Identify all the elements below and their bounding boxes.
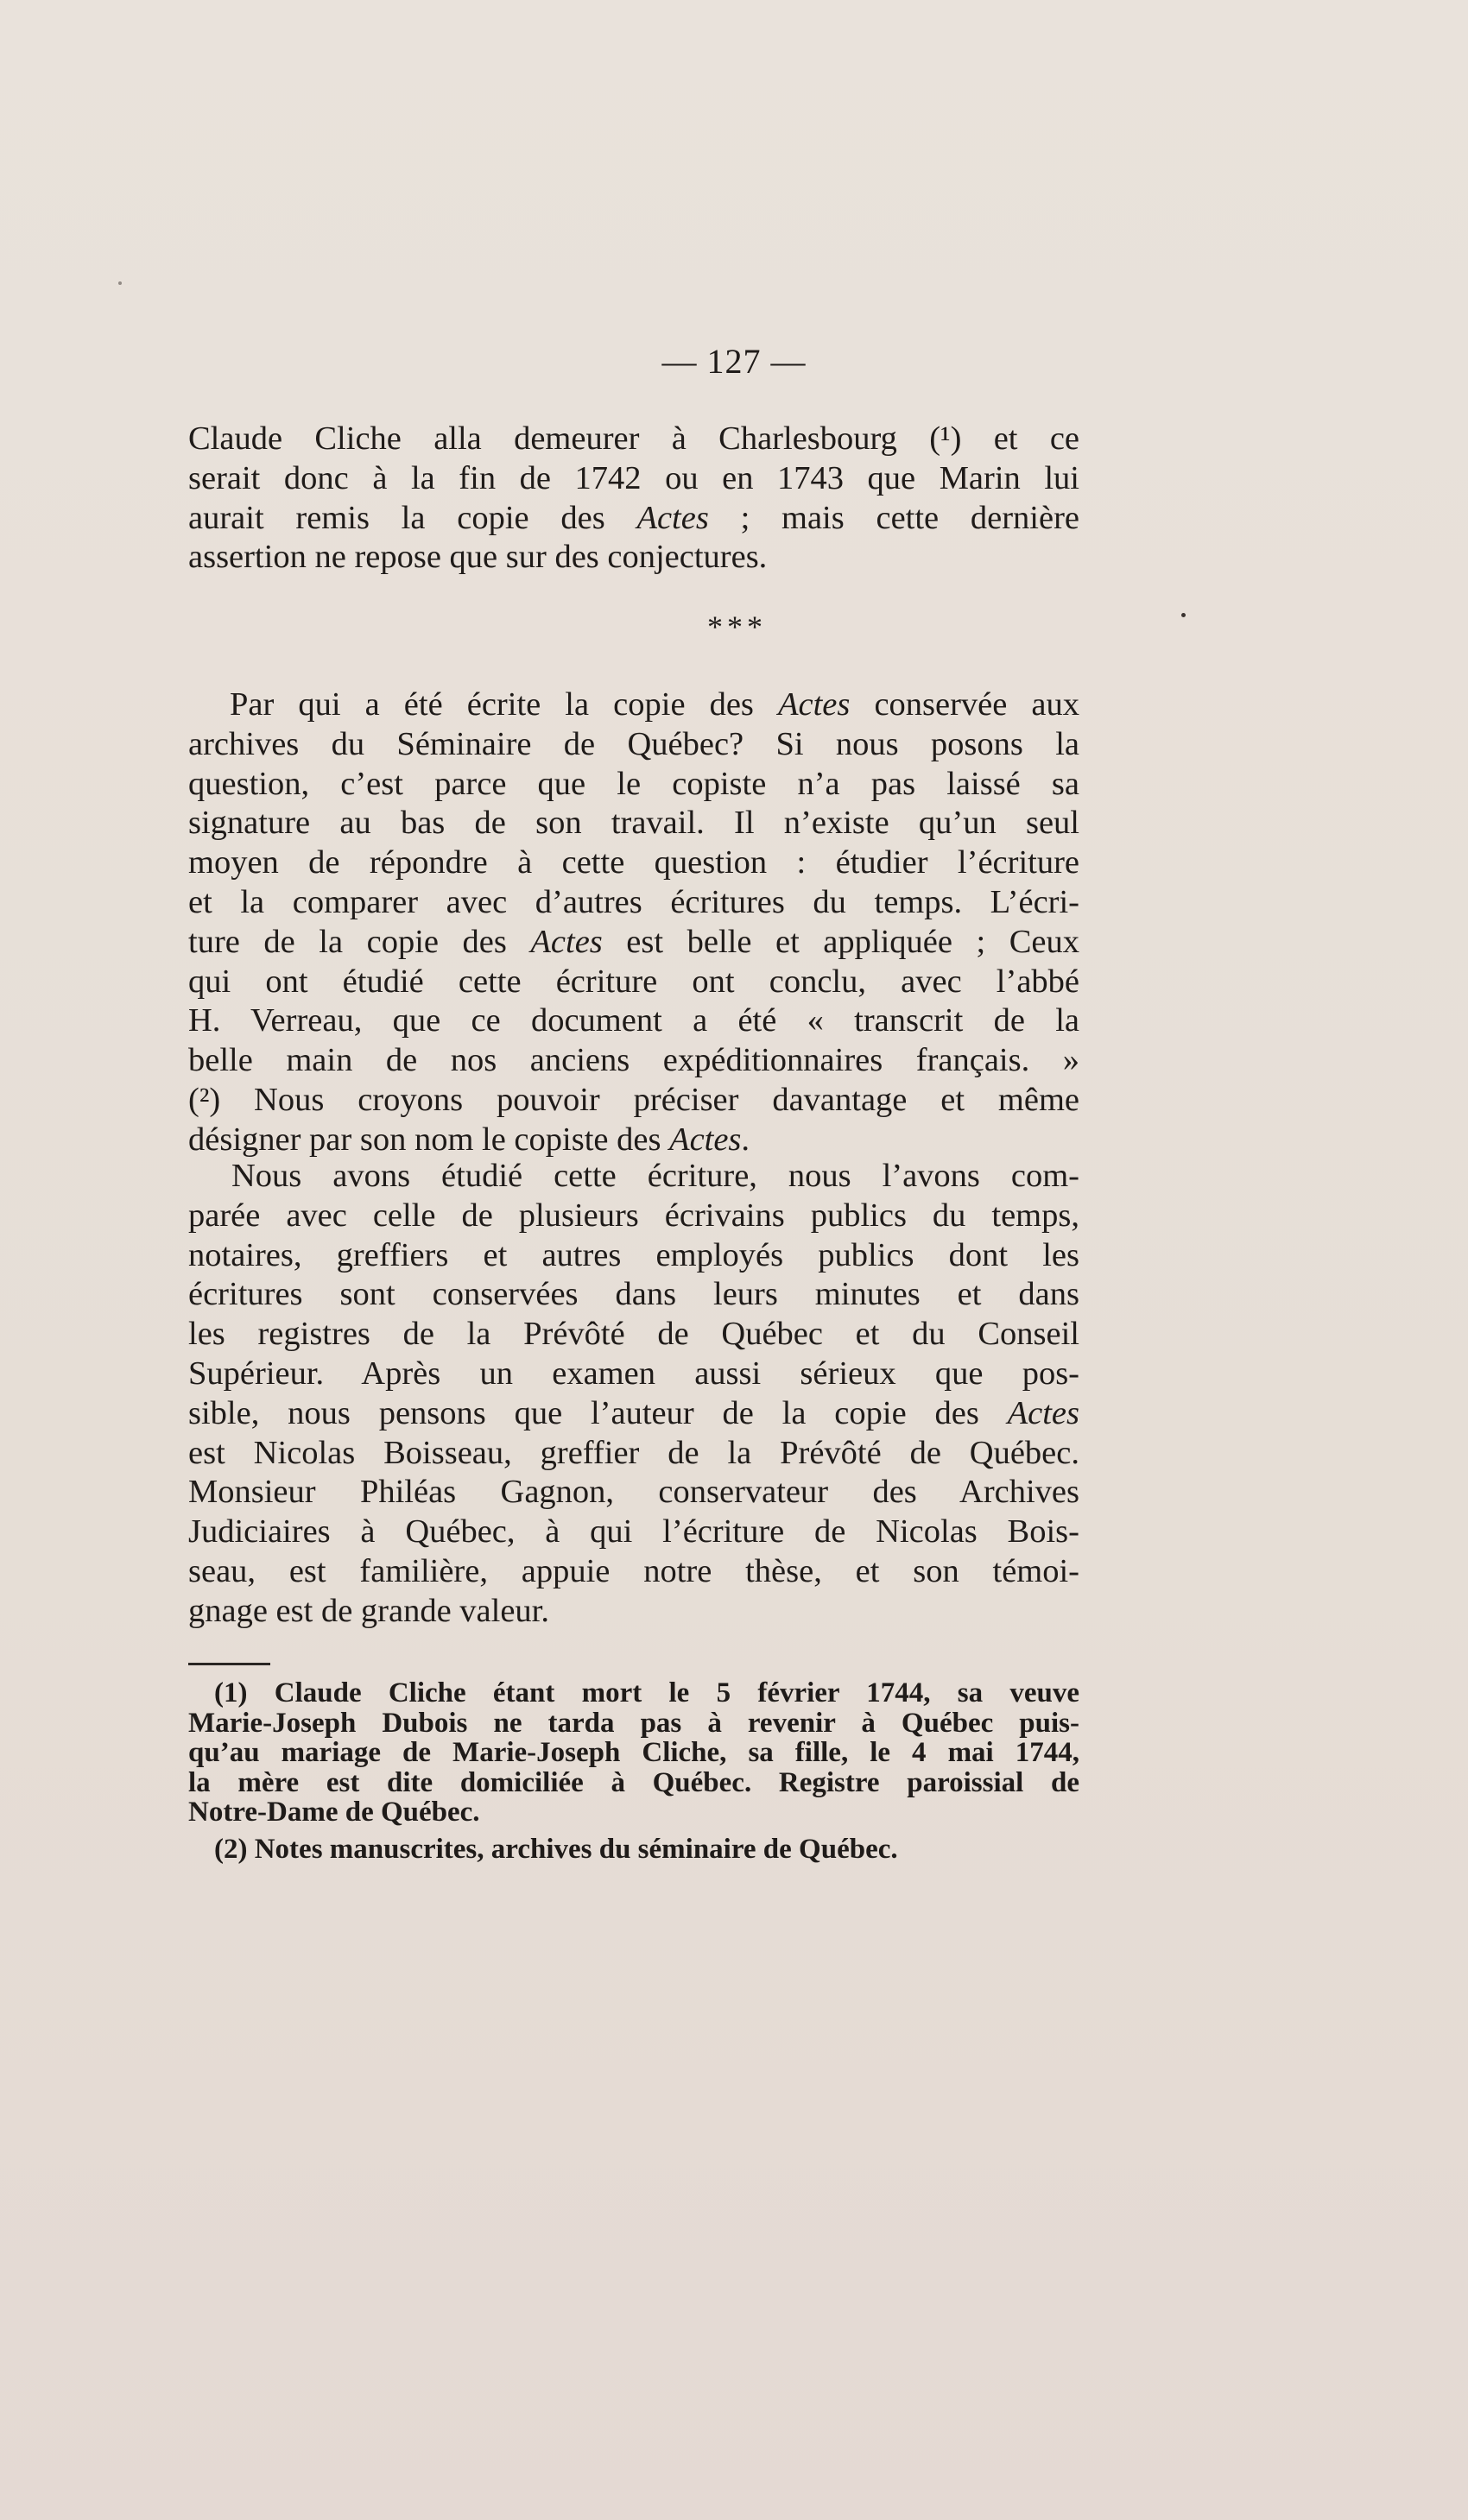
- text-line: belle main de nos anciens expéditionnaires français. »: [188, 1042, 1079, 1079]
- text-line: archives du Séminaire de Québec? Si nous posons la: [188, 725, 1079, 762]
- footnotes: [188, 1678, 1079, 1864]
- text-line: moyen de répondre à cette question : étudier l’écriture: [188, 844, 1079, 881]
- text-line: question, c’est parce que le copiste n’a pas laissé sa: [188, 765, 1079, 802]
- text-line: signature au bas de son travail. Il n’existe qu’un seul: [188, 805, 1079, 842]
- text-line: Judiciaires à Québec, à qui l’écriture de Nicolas Bois-: [188, 1513, 1079, 1551]
- text-line: Monsieur Philéas Gagnon, conservateur des Archives: [188, 1474, 1079, 1511]
- footnote-line: Notre-Dame de Québec.: [188, 1797, 480, 1828]
- text-line: assertion ne repose que sur des conjectures.: [188, 539, 768, 576]
- footnote-line: Marie-Joseph Dubois ne tarda pas à revenir à Québec puis-: [188, 1707, 1079, 1739]
- speck-mark: [1181, 613, 1186, 617]
- text-line: Nous avons étudié cette écriture, nous l’avons com-: [231, 1158, 1079, 1194]
- footnote-line: (1) Claude Cliche étant mort le 5 février 1744, sa veuve: [214, 1677, 1079, 1708]
- speck-mark: [118, 281, 122, 285]
- footnote-line: qu’au mariage de Marie-Joseph Cliche, sa fille, le 4 mai 1744,: [188, 1737, 1079, 1768]
- text-line: Supérieur. Après un examen aussi sérieux que pos-: [188, 1355, 1079, 1392]
- text-line: Par qui a été écrite la copie des Actes conservée aux: [230, 686, 1080, 723]
- page-number: — 127 —: [661, 342, 807, 381]
- paragraph-1: [188, 420, 1079, 578]
- text-line: sible, nous pensons que l’auteur de la copie des Actes: [188, 1394, 1079, 1431]
- text-line: H. Verreau, que ce document a été « transcrit de la: [188, 1002, 1079, 1039]
- footnote-divider: [188, 1663, 270, 1665]
- paragraph-3: [188, 1157, 1079, 1632]
- italic-word: Actes: [1007, 1394, 1079, 1431]
- text-line: notaires, greffiers et autres employés publics dont les: [188, 1236, 1079, 1273]
- text-line: Claude Cliche alla demeurer à Charlesbourg (¹) et ce: [188, 420, 1079, 457]
- italic-word: Actes: [530, 923, 603, 960]
- text-line: ture de la copie des Actes est belle et appliquée ; Ceux: [188, 923, 1080, 960]
- text-line: est Nicolas Boisseau, greffier de la Prévôté de Québec.: [188, 1434, 1079, 1471]
- text-line: gnage est de grande valeur.: [188, 1592, 549, 1629]
- text-line: désigner par son nom le copiste des Actes.: [188, 1121, 750, 1158]
- italic-word: Actes: [669, 1121, 742, 1158]
- text-line: et la comparer avec d’autres écritures du temps. L’écri-: [188, 883, 1079, 920]
- italic-word: Actes: [636, 499, 709, 536]
- section-separator: * * *: [707, 609, 761, 644]
- text-line: serait donc à la fin de 1742 ou en 1743 que Marin lui: [188, 459, 1079, 496]
- text-line: écritures sont conservées dans leurs minutes et dans: [188, 1276, 1079, 1313]
- text-line: (²) Nous croyons pouvoir préciser davantage et même: [188, 1081, 1079, 1118]
- text-line: qui ont étudié cette écriture ont conclu, avec l’abbé: [188, 963, 1079, 1000]
- text-line: aurait remis la copie des Actes ; mais cette dernière: [188, 499, 1080, 536]
- text-line: seau, est familière, appuie notre thèse, et son témoi-: [188, 1552, 1079, 1589]
- footnote-line: (2) Notes manuscrites, archives du séminaire de Québec.: [214, 1833, 898, 1865]
- italic-word: Actes: [778, 686, 851, 723]
- footnote-line: la mère est dite domiciliée à Québec. Registre paroissial de: [188, 1766, 1079, 1798]
- text-line: parée avec celle de plusieurs écrivains publics du temps,: [188, 1197, 1079, 1234]
- paragraph-2: [188, 685, 1079, 1160]
- text-line: les registres de la Prévôté de Québec et du Conseil: [188, 1316, 1079, 1353]
